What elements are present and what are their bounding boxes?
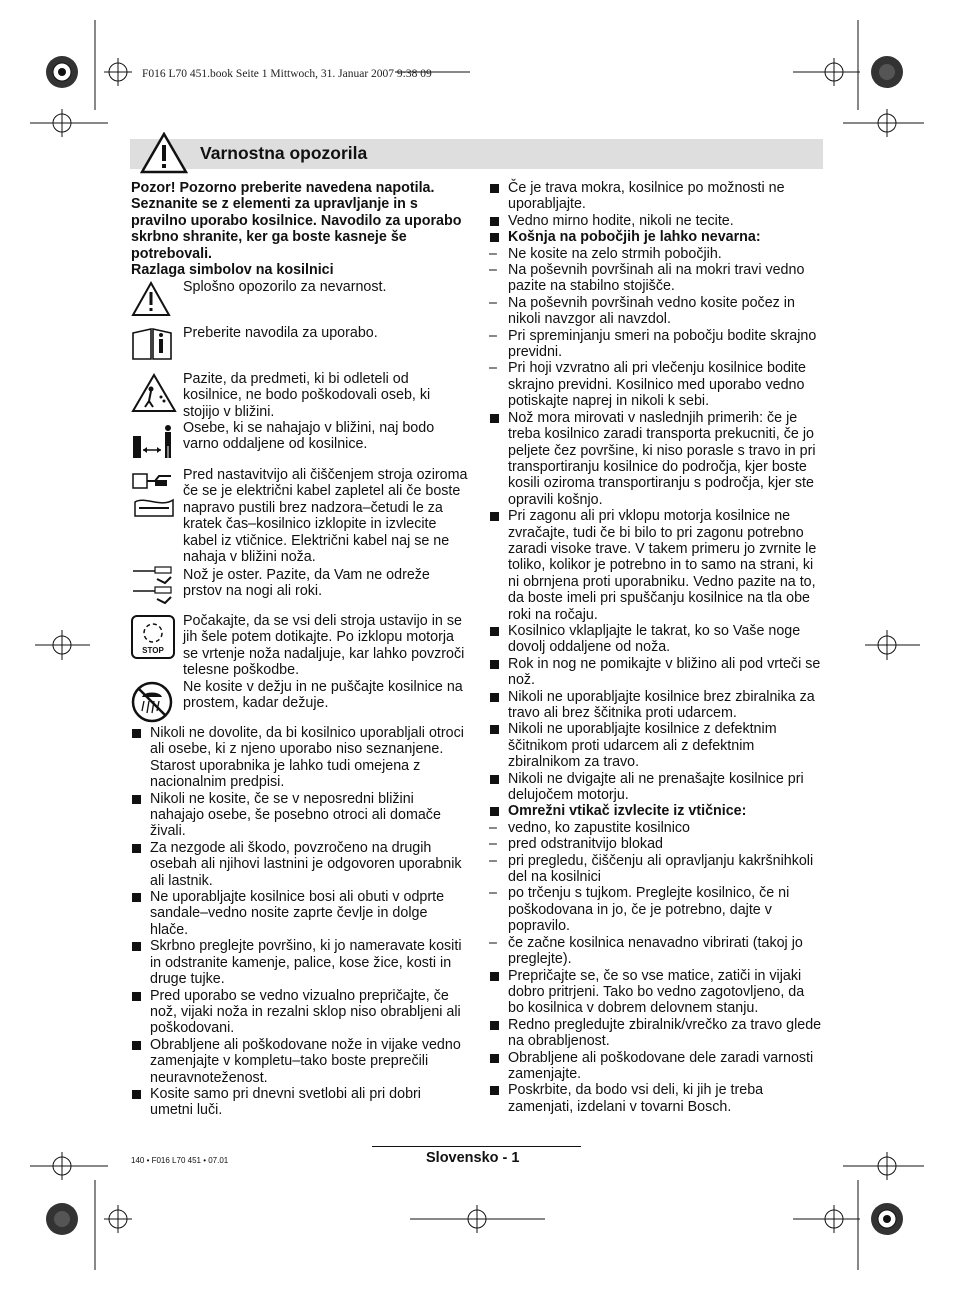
section-title: Varnostna opozorila — [200, 143, 368, 163]
bullet-item: Ne uporabljajte kosilnice bosi ali obuti v odprte sandale–vedno nosite zaprte čevlje in dolge hlače. — [131, 889, 466, 938]
intro-block — [131, 180, 466, 278]
bullet-item: Nikoli ne dovolite, da bi kosilnico uporabljali otroci ali osebe, ki z njeno uporabo niso seznanjene. Starost uporabnika je lahko tudi omejena z nacionalnim predpisi. — [131, 725, 466, 791]
bullet-item: Prepričajte se, če so vse matice, zatiči in vijaki dobro pritrjeni. Tako bo vedno zagotovljeno, da bo kosilnica v dobrem delovnem stanju. — [489, 968, 824, 1017]
symbol-text: Počakajte, da se vsi deli stroja ustavijo in se jih šele potem dotikajte. Po izklopu motorja se vrtenje noža nadaljuje, kar lahko povzroči telesne poškodbe. — [183, 613, 465, 679]
symbol-text: Splošno opozorilo za nevarnost. — [183, 279, 387, 295]
symbol-text: Preberite navodila za uporabo. — [183, 325, 378, 341]
bullet-item: Redno pregledujte zbiralnik/vrečko za travo glede na obrabljenost. — [489, 1017, 824, 1050]
bullet-item: Kosite samo pri dnevni svetlobi ali pri dobri umetni luči. — [131, 1086, 466, 1119]
bullet-item: Pred uporabo se vedno vizualno prepričajte, če nož, vijaki noža in rezalni sklop niso obrabljeni ali poškodovani. — [131, 988, 466, 1037]
dash-item: – Pri hoji vzvratno ali pri vlečenju kosilnice bodite skrajno previdni. Kosilnico med uporabo vedno potiskajte naprej in nikoli k sebi. — [489, 360, 824, 409]
unplug-cable-icon — [131, 468, 177, 522]
flying-objects-icon — [131, 373, 177, 413]
bullet-item: Rok in nog ne pomikajte v bližino ali pod vrteči se nož. — [489, 656, 824, 689]
symbols-heading: Razlaga simbolov na kosilnici — [131, 262, 334, 279]
read-manual-icon — [131, 327, 173, 361]
symbol-text: Pazite, da predmeti, ki bi odleteli od kosilnice, ne bodo poškodovali oseb, ki stojijo v bližini. — [183, 371, 431, 420]
bullet-item: Kosilnico vklapljajte le takrat, ko so Vaše noge dovolj oddaljene od noža. — [489, 623, 824, 656]
bullet-item: Skrbno preglejte površino, ki jo nameravate kositi in odstranite kamenje, palice, kose žice, kosti in druge tujke. — [131, 938, 466, 987]
footer-rule — [372, 1146, 581, 1147]
bullet-item: Omrežni vtikač izvlecite iz vtičnice: — [489, 803, 824, 819]
bullet-item: Obrabljene ali poškodovane dele zaradi varnosti zamenjajte. — [489, 1050, 824, 1083]
symbol-text: Nož je oster. Pazite, da Vam ne odreže prstov na nogi ali roki. — [183, 567, 430, 600]
symbol-text: Osebe, ki se nahajajo v bližini, naj bodo varno oddaljene od kosilnice. — [183, 420, 435, 453]
warning-triangle-icon — [140, 132, 188, 174]
dash-item: – po trčenju s tujkom. Preglejte kosilnico, če ni poškodovana in jo, če je potrebno, dajte v popravilo. — [489, 885, 824, 934]
bystanders-distance-icon — [131, 422, 177, 462]
dash-item: – pred odstranitvijo blokad — [489, 836, 824, 852]
bullet-item: Vedno mirno hodite, nikoli ne tecite. — [489, 213, 824, 229]
intro-warning: Pozor! Pozorno preberite navedena napotila. Seznanite se z elementi za upravljanje in s pravilno uporabo kosilnice. Navodilo za uporabo skrbno shranite, ker ga boste kasneje še potrebovali. — [131, 180, 462, 262]
bullet-item: Nikoli ne dvigajte ali ne prenašajte kosilnice pri delujočem motorju. — [489, 771, 824, 804]
bullet-item: Nikoli ne uporabljajte kosilnice z defektnim ščitnikom proti udarcem ali z defektnim zbiralnikom za travo. — [489, 721, 824, 770]
bullet-item: Nikoli ne uporabljajte kosilnice brez zbiralnika za travo ali brez ščitnika proti udarcem. — [489, 689, 824, 722]
footer-code: 140 • F016 L70 451 • 07.01 — [131, 1156, 229, 1165]
sharp-blade-icon — [131, 565, 177, 607]
bullet-item: Nikoli ne kosite, če se v neposredni bližini nahajajo osebe, še posebno otroci ali domače živali. — [131, 791, 466, 840]
symbol-text: Ne kosite v dežju in ne puščajte kosilnice na prostem, kadar dežuje. — [183, 679, 463, 712]
section-title-bar — [130, 139, 823, 169]
left-safety-list — [131, 725, 466, 1119]
warning-triangle-icon — [131, 281, 171, 317]
page-label: Slovensko - 1 — [426, 1150, 520, 1166]
bullet-item: Košnja na pobočjih je lahko nevarna: — [489, 229, 824, 245]
dash-item: – Na poševnih površinah vedno kosite počez in nikoli navzgor ali navzdol. — [489, 295, 824, 328]
right-safety-list — [489, 180, 824, 1115]
bullet-item: Če je trava mokra, kosilnice po možnosti ne uporabljajte. — [489, 180, 824, 213]
bullet-item: Obrabljene ali poškodovane nože in vijake vedno zamenjajte v kompletu–tako boste preprečili neuravnoteženost. — [131, 1037, 466, 1086]
bullet-item: Za nezgode ali škodo, povzročeno na drugih osebah ali njihovi lastnini je odgovoren uporabnik ali lastnik. — [131, 840, 466, 889]
dash-item: – Pri spreminjanju smeri na pobočju bodite skrajno previdni. — [489, 328, 824, 361]
bullet-item: Poskrbite, da bodo vsi deli, ki jih je treba zamenjati, izdelani v tovarni Bosch. — [489, 1082, 824, 1115]
symbol-text: Pred nastavitvijo ali čiščenjem stroja oziroma če se je električni kabel zapletel ali če boste napravo pustili brez nadzora–četudi le za kratek čas–kosilnico izklopite in izvlecite kabel iz vtičnice. Električni kabel naj se ne nahaja v bližini noža. — [183, 467, 468, 566]
print-header-info: F016 L70 451.book Seite 1 Mittwoch, 31. Januar 2007 9:38 09 — [142, 68, 432, 80]
dash-item: – Ne kosite na zelo strmih pobočjih. — [489, 246, 824, 262]
dash-item: – pri pregledu, čiščenju ali opravljanju kakršnihkoli del na kosilnici — [489, 853, 824, 886]
no-rain-icon — [131, 681, 173, 723]
bullet-item: Nož mora mirovati v naslednjih primerih: če je treba kosilnico zaradi transporta prekucniti, če jo peljete čez površine, ki niso porasle s travo in pri transportiranju kosilnice do področja, kjer boste kosili oziroma transportiranju s področja, kjer ste opravili košnjo. — [489, 410, 824, 508]
wait-stop-icon — [131, 615, 175, 659]
dash-item: – vedno, ko zapustite kosilnico — [489, 820, 824, 836]
stop-label: STOP — [142, 646, 164, 655]
dash-item: – če začne kosilnica nenavadno vibrirati (takoj jo preglejte). — [489, 935, 824, 968]
dash-item: – Na poševnih površinah ali na mokri travi vedno pazite na stabilno stojišče. — [489, 262, 824, 295]
bullet-item: Pri zagonu ali pri vklopu motorja kosilnice ne zvračajte, tudi če bi bilo to pri zagonu potrebno zaradi visoke trave. V takem primeru jo zvrnite le toliko, kolikor je potrebno in to samo na strani, ki ni obrnjena proti uporabniku. Vedno pazite na to, da boste imeli pri spuščanju kosilnice na tla obe roki na ročaju. — [489, 508, 824, 623]
